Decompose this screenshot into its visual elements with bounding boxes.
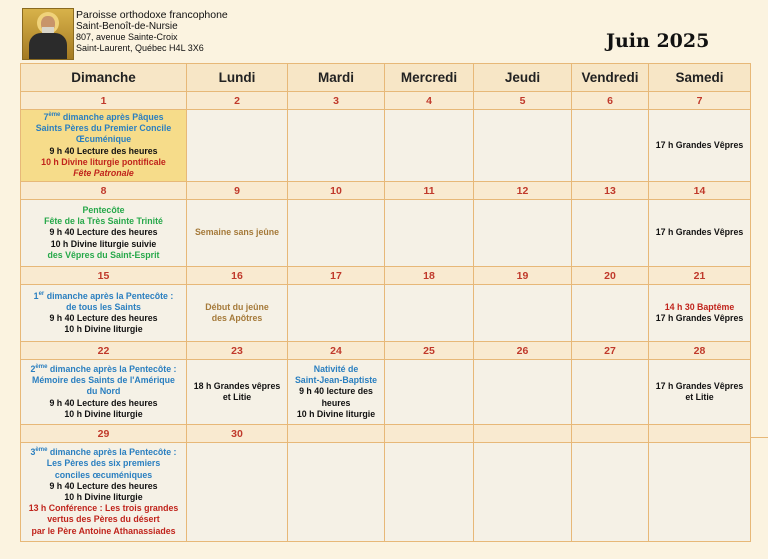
event-time: 9 h 40 Lecture des heures xyxy=(49,480,158,491)
saint-benedict-icon xyxy=(22,8,74,60)
date-number: 11 xyxy=(385,182,474,200)
event-line: Œcuménique xyxy=(75,134,132,145)
day-cell-empty xyxy=(385,443,474,542)
event-note: Début du jeûne xyxy=(205,301,269,312)
event-line: Fête de la Très Sainte Trinité xyxy=(44,216,163,227)
date-number: 23 xyxy=(187,342,288,360)
calendar-grid xyxy=(20,63,751,542)
date-number: 24 xyxy=(288,342,385,360)
date-number: 8 xyxy=(21,182,187,200)
day-cell-events xyxy=(21,285,187,342)
date-number-empty xyxy=(288,425,385,443)
event-line: et Litie xyxy=(685,392,714,402)
date-number-empty xyxy=(572,425,649,443)
day-cell-events xyxy=(21,443,187,542)
day-header-friday: Vendredi xyxy=(572,64,649,92)
event-title: Nativité de xyxy=(313,363,359,374)
event-time: 9 h 40 lecture des xyxy=(299,386,373,397)
date-number: 3 xyxy=(288,92,385,110)
event-time: 14 h 30 Baptême xyxy=(664,301,735,312)
day-cell-events xyxy=(649,285,751,342)
month-title: Juin 2025 xyxy=(606,30,710,52)
date-number: 27 xyxy=(572,342,649,360)
event-line: Saint-Jean-Baptiste xyxy=(294,375,378,386)
day-cell-events xyxy=(21,110,187,182)
day-cell-empty xyxy=(474,110,572,182)
date-number: 21 xyxy=(649,267,751,285)
date-number: 7 xyxy=(649,92,751,110)
event-time: 10 h Divine liturgie xyxy=(64,492,143,502)
date-number: 16 xyxy=(187,267,288,285)
day-header-sunday: Dimanche xyxy=(21,64,187,92)
day-cell-empty xyxy=(288,285,385,342)
event-title: 1er dimanche après la Pentecôte : xyxy=(33,290,174,301)
event-line: vertus des Pères du désert xyxy=(47,514,160,525)
day-cell-events xyxy=(649,200,751,267)
date-number: 13 xyxy=(572,182,649,200)
date-number: 25 xyxy=(385,342,474,360)
day-cell-events xyxy=(649,110,751,182)
event-time: 17 h Grandes Vêpres xyxy=(655,139,744,150)
event-time: 9 h 40 Lecture des heures xyxy=(49,145,158,156)
event-note: des Apôtres xyxy=(211,313,263,323)
event-line: heures xyxy=(321,397,351,408)
date-number-empty xyxy=(385,425,474,443)
date-number: 2 xyxy=(187,92,288,110)
day-cell-empty xyxy=(474,360,572,425)
date-number: 20 xyxy=(572,267,649,285)
day-cell-events xyxy=(288,360,385,425)
day-cell-empty xyxy=(572,110,649,182)
divider xyxy=(750,437,768,438)
day-cell-empty xyxy=(288,200,385,267)
event-time: 9 h 40 Lecture des heures xyxy=(49,227,158,238)
day-cell-empty xyxy=(572,360,649,425)
event-time: 10 h Divine liturgie xyxy=(64,408,143,419)
day-cell-events xyxy=(21,360,187,425)
event-time: 10 h Divine liturgie pontificale xyxy=(41,156,166,167)
day-cell-empty xyxy=(649,443,751,542)
event-time: 18 h Grandes vêpres xyxy=(193,380,281,391)
day-cell-empty xyxy=(572,443,649,542)
date-number: 6 xyxy=(572,92,649,110)
event-line: par le Père Antoine Athanassiades xyxy=(31,525,176,536)
day-cell-empty xyxy=(385,360,474,425)
date-number: 18 xyxy=(385,267,474,285)
day-cell-events xyxy=(187,360,288,425)
date-number: 10 xyxy=(288,182,385,200)
date-number-empty xyxy=(649,425,751,443)
day-header-wednesday: Mercredi xyxy=(385,64,474,92)
date-number: 29 xyxy=(21,425,187,443)
date-number: 15 xyxy=(21,267,187,285)
day-cell-empty xyxy=(385,110,474,182)
event-line: de tous les Saints xyxy=(66,301,141,312)
event-note: Semaine sans jeûne xyxy=(194,227,280,238)
event-time: 17 h Grandes Vêpres xyxy=(655,313,744,323)
event-line: Fête Patronale xyxy=(73,167,134,178)
date-number: 4 xyxy=(385,92,474,110)
day-cell-empty xyxy=(187,443,288,542)
date-number: 17 xyxy=(288,267,385,285)
day-cell-empty xyxy=(572,200,649,267)
date-number: 19 xyxy=(474,267,572,285)
event-line: Les Pères des six premiers xyxy=(46,458,161,469)
day-cell-empty xyxy=(187,110,288,182)
parish-info xyxy=(76,10,228,54)
parish-saint: Saint-Benoît-de-Nursie xyxy=(76,21,178,32)
parish-street: 807, avenue Sainte-Croix xyxy=(76,32,178,42)
event-time: 17 h Grandes Vêpres xyxy=(655,380,744,391)
date-number: 1 xyxy=(21,92,187,110)
day-cell-empty xyxy=(288,110,385,182)
event-line: des Vêpres du Saint-Esprit xyxy=(47,249,160,260)
parish-city: Saint-Laurent, Québec H4L 3X6 xyxy=(76,43,204,53)
event-title: Pentecôte xyxy=(82,204,125,215)
event-title: 7ème dimanche après Pâques xyxy=(43,111,164,122)
day-cell-events xyxy=(187,200,288,267)
date-number: 5 xyxy=(474,92,572,110)
event-time: 9 h 40 Lecture des heures xyxy=(49,313,158,323)
event-line: Saints Pères du Premier Concile xyxy=(35,123,172,134)
event-line: conciles œcuméniques xyxy=(54,469,153,480)
event-title: 3ème dimanche après la Pentecôte : xyxy=(30,447,177,458)
day-cell-empty xyxy=(385,200,474,267)
day-cell-events xyxy=(21,200,187,267)
date-number: 12 xyxy=(474,182,572,200)
day-cell-empty xyxy=(385,285,474,342)
event-line: du Nord xyxy=(86,386,121,397)
day-header-saturday: Samedi xyxy=(649,64,751,92)
day-cell-empty xyxy=(474,285,572,342)
day-cell-empty xyxy=(572,285,649,342)
parish-name: Paroisse orthodoxe francophone xyxy=(76,9,228,21)
date-number: 26 xyxy=(474,342,572,360)
date-number: 14 xyxy=(649,182,751,200)
calendar-header xyxy=(0,0,768,62)
event-time: 9 h 40 Lecture des heures xyxy=(49,397,158,408)
date-number: 28 xyxy=(649,342,751,360)
date-number: 30 xyxy=(187,425,288,443)
day-cell-events xyxy=(187,285,288,342)
event-title: 2ème dimanche après la Pentecôte : xyxy=(30,363,177,374)
day-cell-empty xyxy=(288,443,385,542)
date-number: 9 xyxy=(187,182,288,200)
day-header-monday: Lundi xyxy=(187,64,288,92)
date-number-empty xyxy=(474,425,572,443)
event-time: 10 h Divine liturgie xyxy=(64,324,143,335)
day-header-thursday: Jeudi xyxy=(474,64,572,92)
day-header-tuesday: Mardi xyxy=(288,64,385,92)
event-time: 13 h Conférence : Les trois grandes xyxy=(28,503,179,514)
day-cell-events xyxy=(649,360,751,425)
day-cell-empty xyxy=(474,200,572,267)
event-time: 17 h Grandes Vêpres xyxy=(655,227,744,238)
event-line: Mémoire des Saints de l'Amérique xyxy=(32,375,175,386)
date-number: 22 xyxy=(21,342,187,360)
event-line: et Litie xyxy=(222,392,252,402)
day-cell-empty xyxy=(474,443,572,542)
event-time: 10 h Divine liturgie suivie xyxy=(50,238,157,249)
event-time: 10 h Divine liturgie xyxy=(296,408,376,419)
